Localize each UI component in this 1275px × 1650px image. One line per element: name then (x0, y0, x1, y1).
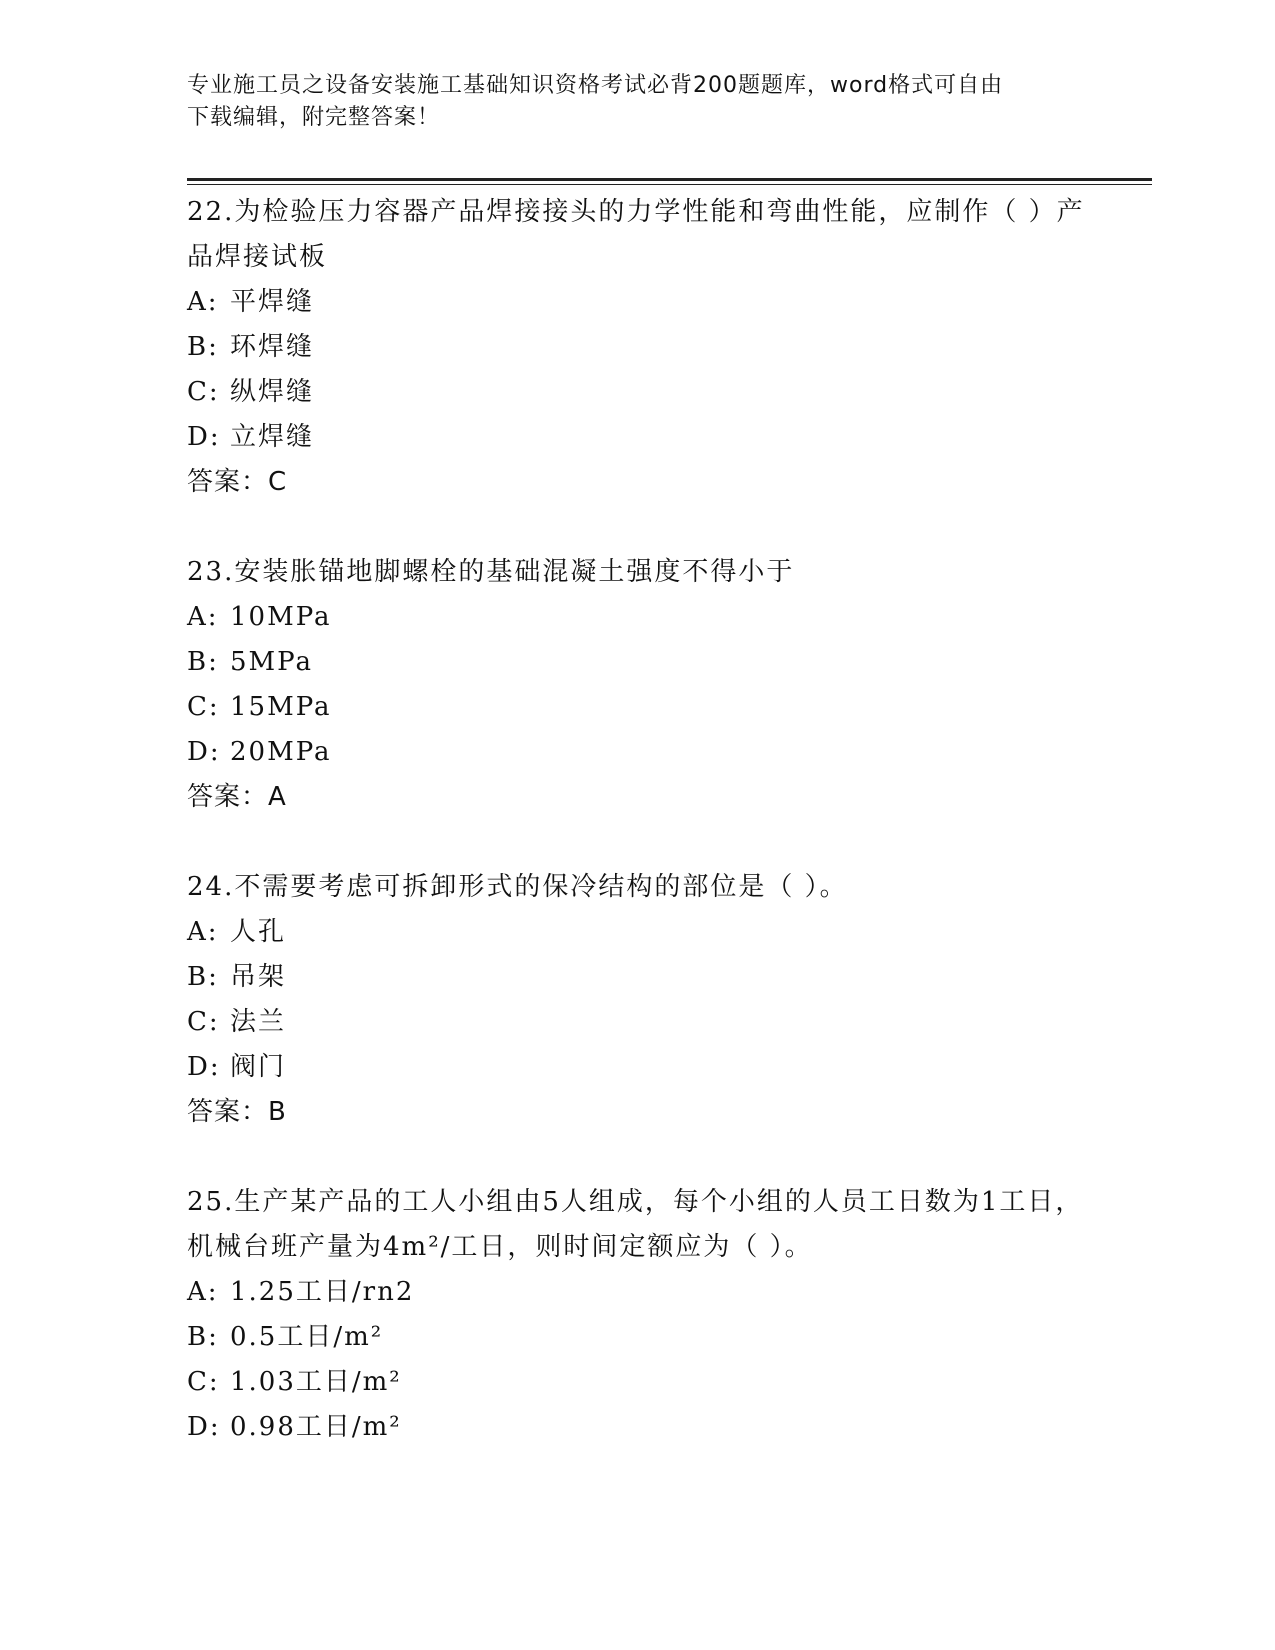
option-key: B: (187, 647, 219, 677)
option-key: A: (187, 1277, 219, 1307)
question-stem: 25.生产某产品的工人小组由5人组成，每个小组的人员工日数为1工日，机械台班产量为4m²/工日，则时间定额应为（ ）。 (187, 1187, 1084, 1262)
option-key: B: (187, 1322, 219, 1352)
question-stem: 23.安装胀锚地脚螺栓的基础混凝土强度不得小于 (187, 557, 795, 587)
option-b (187, 955, 1087, 1000)
option-text: 吊架 (230, 962, 287, 992)
option-text: 1.25工日/rn2 (230, 1277, 415, 1307)
option-key: B: (187, 332, 219, 362)
question-stem: 22.为检验压力容器产品焊接接头的力学性能和弯曲性能，应制作（ ）产品焊接试板 (187, 197, 1085, 272)
option-key: C: (187, 1367, 220, 1397)
option-text: 1.03工日/m² (230, 1367, 402, 1397)
option-key: A: (187, 602, 219, 632)
option-text: 0.5工日/m² (230, 1322, 384, 1352)
option-a (187, 910, 1087, 955)
question-25 (187, 1180, 1087, 1450)
option-d (187, 730, 1087, 775)
document-header (187, 70, 1087, 134)
option-c (187, 685, 1087, 730)
option-text: 10MPa (230, 602, 332, 632)
option-b (187, 1315, 1087, 1360)
option-text: 立焊缝 (230, 422, 315, 452)
option-d (187, 1045, 1087, 1090)
option-c (187, 1000, 1087, 1045)
option-d (187, 1405, 1087, 1450)
option-text: 5MPa (230, 647, 313, 677)
answer-line: 答案：B (187, 1097, 287, 1127)
option-b (187, 325, 1087, 370)
option-key: D: (187, 422, 221, 452)
option-a (187, 280, 1087, 325)
option-key: D: (187, 1412, 221, 1442)
option-key: A: (187, 287, 219, 317)
header-divider-thick (187, 178, 1152, 181)
option-text: 15MPa (230, 692, 332, 722)
option-key: D: (187, 737, 221, 767)
option-key: B: (187, 962, 219, 992)
option-a (187, 595, 1087, 640)
question-23 (187, 550, 1087, 820)
option-text: 纵焊缝 (230, 377, 315, 407)
option-c (187, 370, 1087, 415)
option-key: C: (187, 1007, 220, 1037)
header-divider-thin (187, 184, 1152, 185)
option-key: A: (187, 917, 219, 947)
option-text: 人孔 (230, 917, 287, 947)
question-stem: 24.不需要考虑可拆卸形式的保冷结构的部位是（ ）。 (187, 872, 848, 902)
option-text: 法兰 (230, 1007, 287, 1037)
option-key: C: (187, 692, 220, 722)
question-24 (187, 865, 1087, 1135)
option-d (187, 415, 1087, 460)
question-22 (187, 190, 1087, 505)
header-line-1: 专业施工员之设备安装施工基础知识资格考试必背200题题库，word格式可自由 (187, 73, 1004, 98)
option-c (187, 1360, 1087, 1405)
option-key: D: (187, 1052, 221, 1082)
answer-line: 答案：C (187, 467, 288, 497)
question-list (187, 190, 1087, 1495)
option-b (187, 640, 1087, 685)
header-line-2: 下载编辑，附完整答案！ (187, 105, 441, 130)
option-text: 阀门 (230, 1052, 287, 1082)
option-text: 20MPa (230, 737, 332, 767)
option-text: 环焊缝 (230, 332, 315, 362)
option-text: 0.98工日/m² (230, 1412, 402, 1442)
option-text: 平焊缝 (230, 287, 315, 317)
option-key: C: (187, 377, 220, 407)
option-a (187, 1270, 1087, 1315)
answer-line: 答案：A (187, 782, 287, 812)
